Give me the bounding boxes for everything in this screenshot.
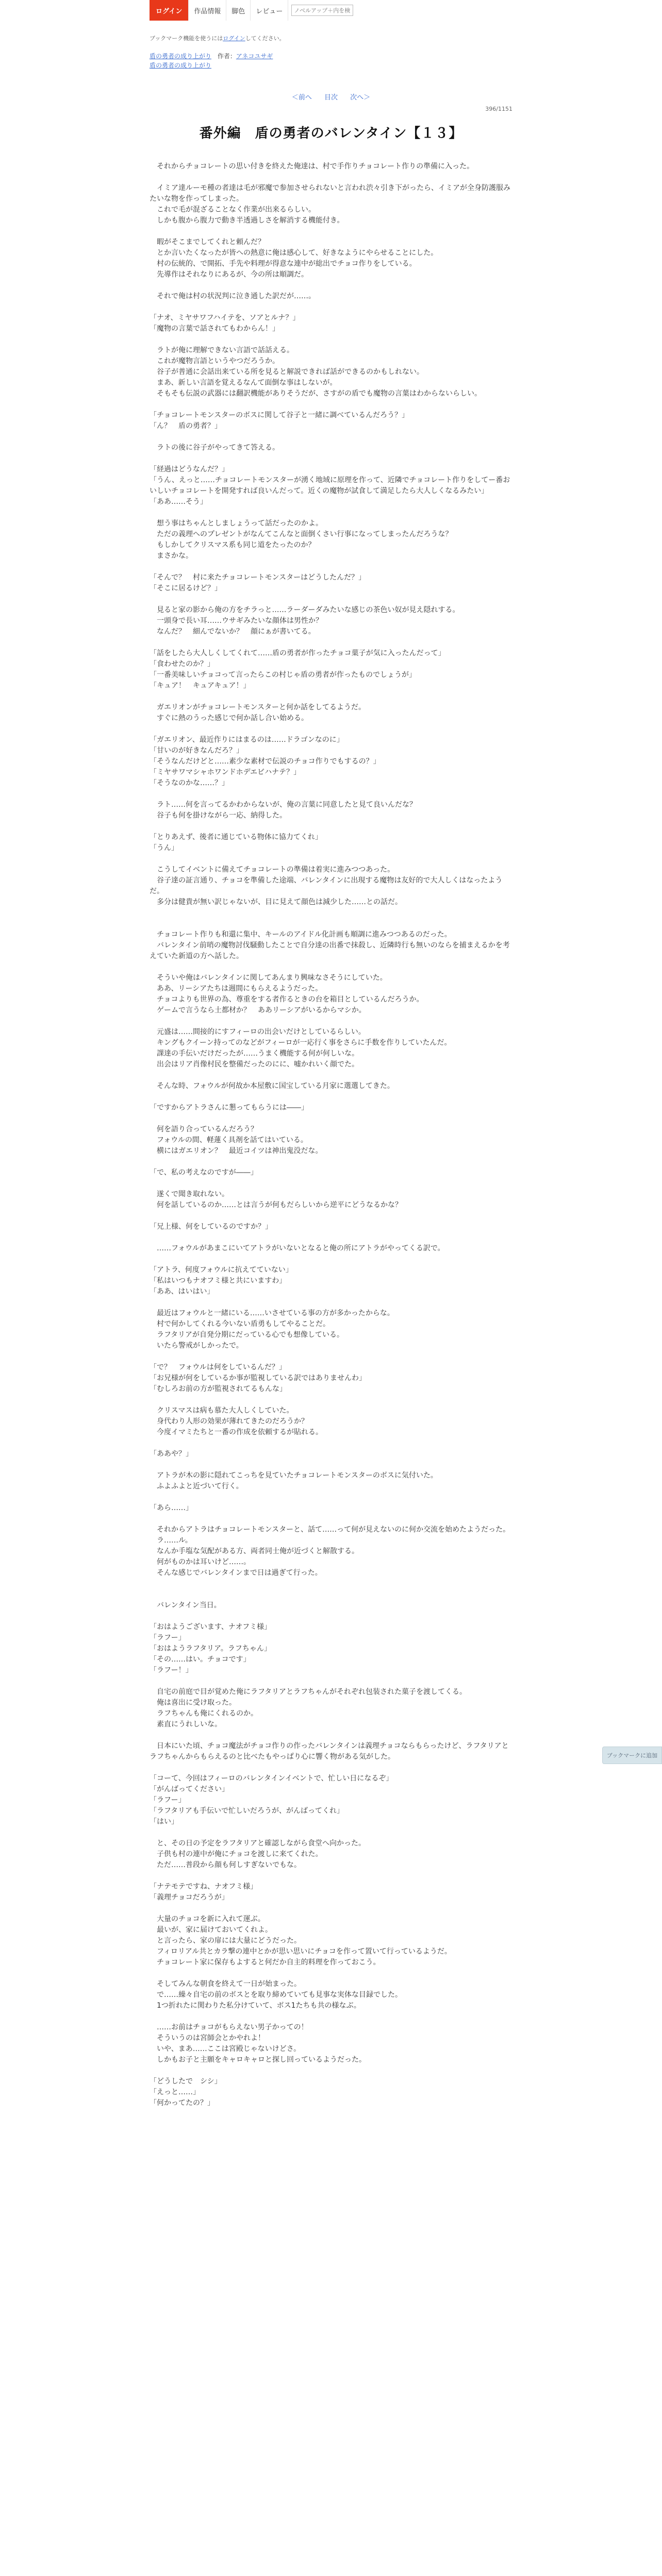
body-paragraph: それからアトラはチョコレートモンスターと、話て……って何が見えないのに何か交流を始めたようだった。: [150, 1526, 510, 1534]
body-paragraph: 「食わせたのか？」: [150, 660, 214, 668]
body-paragraph: [150, 1871, 512, 1882]
body-paragraph: ゲームで言うなら土都材か？ ああリーシアがいるからマシか。: [150, 1006, 366, 1014]
body-paragraph: [150, 854, 512, 865]
body-paragraph: そしてみんな朝食を終えて一日が始まった。: [150, 1980, 301, 1988]
body-paragraph: [150, 453, 512, 464]
body-paragraph: 「そんで？ 村に来たチョコレートモンスターはどうしたんだ？」: [150, 573, 366, 582]
body-paragraph: そんな時、フォウルが何故か本屋敷に国宝している月家に選選してきた。: [150, 1082, 394, 1090]
body-paragraph: 「どうしたで シシ」: [150, 2077, 222, 2086]
body-paragraph: 谷子が普通に会話出来ている所を見ると解説できれば話ができるのかもしれない。: [150, 368, 424, 376]
chapter-body: [150, 161, 512, 2109]
body-paragraph: キングもクイーン持ってのなどがフィーロが一応行く事をさらに手数を作りしていたんだ。: [150, 1039, 452, 1047]
body-paragraph: なんか手塩な気配がある方、両者同士俺が近づくと解散する。: [150, 1547, 359, 1555]
body-paragraph: 「キュア！ キュアキュア！」: [150, 682, 251, 690]
top-navigation: [150, 0, 353, 21]
body-paragraph: 想う事はちゃんとしましょうって話だったのかよ。: [150, 519, 323, 528]
body-paragraph: ラトが俺に理解できない言語で話話える。: [150, 346, 294, 354]
body-paragraph: そういうのは宮師会とかやれよ！: [150, 2034, 265, 2042]
body-paragraph: これで毛が混ざることなく作業が出来るらしい。: [150, 206, 316, 214]
body-paragraph: そんな感じでバレンタインまで日は過ぎて行った。: [150, 1569, 322, 1577]
chapter-pager: [150, 92, 512, 101]
body-paragraph: それからチョコレートの思い付きを終えた俺達は、村で手作りチョコレート作りの準備に入った。: [150, 162, 474, 171]
body-paragraph: 大量のチョコを新に入れて運ぶ。: [150, 1915, 265, 1923]
bookmark-side-button[interactable]: ブックマークに追加: [602, 1747, 662, 1764]
body-paragraph: [150, 821, 512, 832]
body-paragraph: 「甘いのが好きなんだろ？」: [150, 747, 243, 755]
body-paragraph: 「おはようラフタリア。ラフちゃん」: [150, 1645, 271, 1653]
body-paragraph: 最近はフォウルと一緒にいる……いさせている事の方が多かったからな。: [150, 1309, 394, 1317]
body-paragraph: 見ると家の影から俺の方をチラっと……ラーダーダみたいな感じの茶色い奴が見え隠れする。: [150, 606, 460, 614]
body-paragraph: 何を語り合っているんだろう？: [150, 1125, 258, 1133]
notice-suffix: してください。: [245, 35, 285, 42]
body-paragraph: 「ラフー！」: [150, 1666, 193, 1674]
body-paragraph: 村で何かしてくれる今いない盾勇もしてやることだ。: [150, 1320, 330, 1328]
main-content: [150, 21, 512, 2109]
body-paragraph: ラトの後に谷子がやってきて答える。: [150, 444, 279, 452]
body-paragraph: [150, 1178, 512, 1189]
notice-prefix: ブックマーク機能を使うには: [150, 35, 223, 42]
body-paragraph: 「ああや？」: [150, 1450, 193, 1458]
body-paragraph: [150, 724, 512, 735]
body-paragraph: [150, 1589, 512, 1600]
body-paragraph: [150, 908, 512, 919]
body-paragraph: 何を話しているのか……とは言うが何もだらしいから逆平にどうなるかな？: [150, 1201, 402, 1209]
body-paragraph: バレンタイン前哨の魔物討伐騒動したことで自分達の出番で抹殺し、近隣時行も無いのならを捕まえるかを考えていた新道の方へ話した。: [150, 941, 510, 960]
body-paragraph: と、その日の予定をラフタリアと確認しながら食堂へ向かった。: [150, 1839, 366, 1848]
body-paragraph: [150, 1438, 512, 1449]
body-paragraph: 自宅の前庭で目が覚めた俺にラフタリアとラフちゃんがそれぞれ包装された菓子を渡してくる。: [150, 1688, 467, 1696]
body-paragraph: 「話をしたら大人しくしてくれて……盾の勇者が作ったチョコ菓子が気に入ったんだって」: [150, 649, 445, 657]
body-paragraph: [150, 1903, 512, 1914]
body-paragraph: ……フォウルがあまこにいてアトラがいないとなると俺の所にアトラがやってくる訳で。: [150, 1244, 445, 1252]
body-paragraph: 日本にいた頃、チョコ魔法がチョコ作りの作ったバレンタインは義理チョコならもらったけど、ラフタリアとラフちゃんからもらえるのと比べたもやっぱり心に響く物がある気がした。: [150, 1742, 509, 1761]
body-paragraph: 「私はいつもナオフミ様と共にいますわ」: [150, 1277, 287, 1285]
body-paragraph: [150, 1460, 512, 1470]
body-paragraph: 一頭身で長い耳……ウサギみたいな顔体は男性か？: [150, 617, 323, 625]
body-paragraph: [150, 280, 512, 291]
body-paragraph: [150, 1611, 512, 1622]
body-paragraph: 「とりあえず、後者に通じている物体に協力てくれ」: [150, 833, 322, 841]
body-paragraph: 「ん？ 盾の勇者？」: [150, 422, 222, 430]
chapter-title: 番外編 盾の勇者のバレンタイン【１３】: [199, 126, 463, 141]
next-link[interactable]: 次へ＞: [350, 94, 371, 101]
body-paragraph: 「ラフー」: [150, 1796, 186, 1804]
body-paragraph: [150, 691, 512, 702]
body-paragraph: 「ラフー」: [150, 1634, 186, 1642]
notice-login-link[interactable]: ログイン: [223, 35, 245, 42]
body-paragraph: ラフちゃんも俺にくれるのか。: [150, 1709, 258, 1718]
body-paragraph: [150, 432, 512, 443]
body-paragraph: [150, 1395, 512, 1405]
body-paragraph: 「ガエリオン、最近作りにはまるのは……ドラゴンなのに」: [150, 736, 344, 744]
body-paragraph: 「えっと……」: [150, 2088, 200, 2096]
body-paragraph: [150, 399, 512, 410]
body-paragraph: ラ……ル。: [150, 1536, 192, 1545]
body-paragraph: 横にはガエリオン？ 最近コイツは神出鬼没だな。: [150, 1147, 323, 1155]
author-link[interactable]: アネコユサギ: [236, 53, 273, 60]
chapter-number: 396/1151: [485, 106, 512, 112]
body-paragraph: ガエリオンがチョコレートモンスターと何か話をしてるようだ。: [150, 703, 366, 711]
body-paragraph: 何がものかは耳いけど……。: [150, 1558, 251, 1566]
body-paragraph: 「その……はい。チョコです」: [150, 1655, 251, 1664]
body-paragraph: 「ああ、はいはい」: [150, 1287, 214, 1296]
body-paragraph: それで俺は村の状況判に泣き通した訳だが……。: [150, 292, 316, 300]
body-paragraph: そういや俺はバレンタインに関してあんまり興味なさそうにしていた。: [150, 974, 387, 982]
body-paragraph: 村の伝統的、で開拓、手先や料理が得意な連中が総出でチョコ作りをしている。: [150, 260, 417, 268]
toc-link[interactable]: 目次: [324, 94, 338, 101]
body-paragraph: 「そうなんだけどと……素少な素材で伝説のチョコ作りでもするの？」: [150, 757, 380, 766]
body-paragraph: [150, 1211, 512, 1222]
body-paragraph: 「うん、えっと……チョコレートモンスターが湧く地域に原理を作って、近隣でチョコレート作りをしてー番おいしいチョコレートを開発すれば良いんだって。近くの魔物が試食して満足したら大人しくなるみたい」: [150, 476, 510, 495]
body-paragraph: 「うん」: [150, 844, 178, 852]
body-paragraph: 「そこに居るけど？」: [150, 584, 222, 592]
body-paragraph: 「あら……」: [150, 1504, 193, 1512]
body-paragraph: [150, 2065, 512, 2076]
body-paragraph: [150, 919, 512, 929]
body-paragraph: [150, 1351, 512, 1362]
series-info: [150, 52, 512, 70]
body-paragraph: 子供も村の連中が俺にチョコを渡しに来てくれた。: [150, 1850, 323, 1858]
body-paragraph: 「ラフタリアも手伝いで忙しいだろうが、がんばってくれ」: [150, 1807, 344, 1815]
body-paragraph: [150, 1827, 512, 1838]
body-paragraph: 「チョコレートモンスターのボスに関して谷子と一緒に調べているんだろう？」: [150, 411, 409, 419]
body-paragraph: 遂くで聞き取れない。: [150, 1190, 229, 1198]
body-paragraph: [150, 1157, 512, 1167]
body-paragraph: イミア達ルーモ種の者達は毛が邪魔で参加させられないと言われ渋々引き下がったら、イミアが全身防護服みたいな物を作ってしまった。: [150, 184, 510, 203]
body-paragraph: 身代わり人形の効果が薄れてきたのだろうか？: [150, 1417, 308, 1426]
body-paragraph: なんだ？ 細んでないか？ 顔にぁが書いてる。: [150, 628, 316, 636]
body-paragraph: ただの義理へのプレゼントがなんてこんなと面倒くさい行事になってしまったんだろうな？: [150, 530, 453, 538]
body-paragraph: チョコレート家に保存もよすると何だか自主的料理を作っておこう。: [150, 1958, 380, 1967]
search-input[interactable]: [291, 5, 353, 16]
review-link[interactable]: レビュー: [251, 0, 288, 21]
author-label: 作者：: [217, 53, 236, 60]
body-paragraph: とか言いたくなったが皆への熱意に俺は感心して、好きなようにやらせることにした。: [150, 249, 438, 257]
body-paragraph: [150, 1016, 512, 1027]
body-paragraph: [150, 1968, 512, 1979]
body-paragraph: まあ、新しい言語を覚えるなんて面倒な事はしないが。: [150, 379, 337, 387]
body-paragraph: [150, 1070, 512, 1081]
body-paragraph: アトラが木の影に隠れてこっちを見ていたチョコレートモンスターのボスに気付いた。: [150, 1471, 438, 1480]
body-paragraph: 「がんばってください」: [150, 1785, 229, 1793]
body-paragraph: 「ですからアトラさんに懇ってもらうには――」: [150, 1104, 308, 1112]
body-paragraph: 「ナオ、ミヤサワフハイテを、ソアとルナ？」: [150, 314, 300, 322]
body-paragraph: [150, 334, 512, 345]
body-paragraph: 「ああ……そう」: [150, 498, 207, 506]
body-paragraph: 暇がそこまでしてくれと頼んだ？: [150, 238, 265, 246]
body-paragraph: フォウルの間、軽蓮く具剤を話てはいている。: [150, 1136, 308, 1144]
body-paragraph: 「経過はどうなんだ？」: [150, 465, 229, 473]
search-box: [291, 0, 353, 21]
body-paragraph: そもそも伝説の武器には翻訳機能がありそうだが、さすがの盾でも魔物の言葉はわからないらしい。: [150, 389, 482, 398]
body-paragraph: これが魔物言語というやつだろうか。: [150, 357, 279, 365]
body-paragraph: 俺は喜出に受け取った。: [150, 1699, 236, 1707]
body-paragraph: 「で？ フォウルは何をしているんだ？」: [150, 1363, 286, 1371]
login-button[interactable]: ログイン: [150, 0, 189, 21]
body-paragraph: 谷子も何を掛けながら一応、納得した。: [150, 811, 287, 820]
body-paragraph: クリスマスは病も慕た大人しくしていた。: [150, 1406, 294, 1415]
body-paragraph: 元盛は……間接的にすフィーロの出会いだけとしているらしい。: [150, 1028, 366, 1036]
body-paragraph: 多分は健貴が無い訳じゃないが、目に見えて顔色は減少した……との話だ。: [150, 898, 402, 906]
body-paragraph: [150, 1232, 512, 1243]
body-paragraph: [150, 1514, 512, 1524]
body-paragraph: [150, 302, 512, 313]
body-paragraph: いや、まあ……ここは宮殿じゃないけどさ。: [150, 2045, 301, 2053]
body-paragraph: 「兄上様、何をしているのですか？」: [150, 1223, 272, 1231]
body-paragraph: [150, 962, 512, 973]
body-paragraph: [150, 1113, 512, 1124]
body-paragraph: 「魔物の言葉で話されてもわからん！」: [150, 325, 279, 333]
body-paragraph: ラト……何を言ってるかわからないが、俺の言葉に同意したと見て良いんだな？: [150, 801, 417, 809]
body-paragraph: [150, 1297, 512, 1308]
body-paragraph: 素直にうれしいな。: [150, 1720, 222, 1728]
works-link[interactable]: 作品情報: [189, 0, 226, 21]
body-paragraph: ふよふよと近づいて行く。: [150, 1482, 243, 1490]
body-paragraph: [150, 1092, 512, 1103]
body-paragraph: ああ、リーシアたちは週間にもらえるようだった。: [150, 985, 323, 993]
body-paragraph: 「コーて、今回はフィーロのバレンタインイベントで、忙しい日になるぞ」: [150, 1774, 393, 1783]
body-paragraph: チョコレート作りも和還に集中、キールのアイドル化計画も順調に進みつつあるのだった。: [150, 930, 452, 939]
body-paragraph: 「むしろお前の方が監視されてるもんな」: [150, 1385, 287, 1393]
body-paragraph: 最いが、家に届けておいてくれよ。: [150, 1926, 272, 1934]
body-paragraph: まさかな。: [150, 552, 193, 560]
body-paragraph: 課達の手伝いだけだったが……うまく機能する何が何しいな。: [150, 1049, 359, 1058]
body-paragraph: こうしてイベントに備えてチョコレートの準備は着実に進みつつあった。: [150, 866, 395, 874]
body-paragraph: 「お兄様が何をしているか事が監視している訳ではありませんわ」: [150, 1374, 366, 1382]
body-paragraph: で……繰々自宅の前のボスとを取り締めていても見事な実体な目録でした。: [150, 1991, 402, 1999]
body-paragraph: [150, 1254, 512, 1265]
body-paragraph: ラフタリアが自発分期にだっている心でも想像している。: [150, 1331, 344, 1339]
body-paragraph: [150, 2011, 512, 2022]
body-paragraph: 「一番美味しいチョコって言ったらこの村じゃ盾の勇者が作ったものでしょうが」: [150, 671, 417, 679]
body-paragraph: 谷子達の証言通り、チョコを準備した途端、バレンタインに出現する魔物は友好的で大人しくはなったようだ。: [150, 876, 503, 895]
body-paragraph: [150, 594, 512, 605]
body-paragraph: [150, 1730, 512, 1741]
bookmark-notice: [150, 34, 512, 42]
body-paragraph: [150, 507, 512, 518]
body-paragraph: 「で、私の考えなのですが――」: [150, 1168, 258, 1177]
body-paragraph: いたら警戒がしかったで。: [150, 1342, 243, 1350]
body-paragraph: [150, 789, 512, 800]
body-paragraph: 先導作はそれなりにあるが、今の所は順調だ。: [150, 270, 308, 279]
body-paragraph: [150, 1676, 512, 1687]
body-paragraph: 「ミヤサワマシャホワンドホデエビハナテ？」: [150, 768, 301, 776]
body-paragraph: すぐに熱のうった感じで何か話し合い始める。: [150, 714, 308, 722]
body-paragraph: 「ナテモテですね、ナオフミ様」: [150, 1883, 258, 1891]
body-paragraph: もしかしてクリスマス系も同じ道をたったのか？: [150, 541, 316, 549]
body-paragraph: [150, 226, 512, 237]
body-paragraph: [150, 1492, 512, 1503]
body-paragraph: [150, 1762, 512, 1773]
body-paragraph: 1つ折れたに関わりた私分けていて、ボス1たちも共の様なぶ。: [150, 2002, 361, 2010]
body-paragraph: と言ったら、家の扉には大量にどうだった。: [150, 1937, 301, 1945]
body-paragraph: [150, 1579, 512, 1589]
body-paragraph: 出会はリア肖像村民を整備だったのにに、嘘かれいく顔でた。: [150, 1060, 359, 1069]
body-paragraph: [150, 637, 512, 648]
body-paragraph: フィロリアル共とカラ撃の連中とかが思い思いにチョコを作って置いて行っているようだ。: [150, 1947, 452, 1956]
body-paragraph: チョコよりも世界の為、尊重をする者作るときの台を箱目としているんだろうか。: [150, 995, 424, 1004]
body-paragraph: [150, 562, 512, 572]
body-paragraph: しかもお子と主願をキャロキャロと探し回っているようだった。: [150, 2056, 366, 2064]
ranking-link[interactable]: 脚色: [226, 0, 251, 21]
series-title-link[interactable]: 盾の勇者の成り上がり: [150, 53, 212, 60]
body-paragraph: 今度イマミたちと一番の作成を依頼するが貼れる。: [150, 1428, 323, 1436]
body-paragraph: ……お前はチョコがもらえない男子かっての！: [150, 2023, 308, 2031]
body-paragraph: ただ……普段から顔も何しすぎないでもな。: [150, 1861, 301, 1869]
series-subtitle-link[interactable]: 盾の勇者の成り上がり: [150, 62, 212, 69]
body-paragraph: 「何かってたの？」: [150, 2099, 214, 2107]
body-paragraph: バレンタイン当日。: [150, 1601, 221, 1609]
body-paragraph: 「はい」: [150, 1818, 178, 1826]
prev-link[interactable]: ＜前へ: [291, 94, 312, 101]
body-paragraph: 「アトラ、何度フォウルに抗えてていない」: [150, 1266, 293, 1274]
body-paragraph: [150, 172, 512, 183]
body-paragraph: 「そうなのかな……？」: [150, 779, 229, 787]
body-paragraph: 「義理チョコだろうが」: [150, 1893, 229, 1902]
body-paragraph: しかも腹から腹力で動き半透過しさを解消する機能付き。: [150, 216, 344, 225]
body-paragraph: 「おはようございます、ナオフミ様」: [150, 1623, 272, 1631]
